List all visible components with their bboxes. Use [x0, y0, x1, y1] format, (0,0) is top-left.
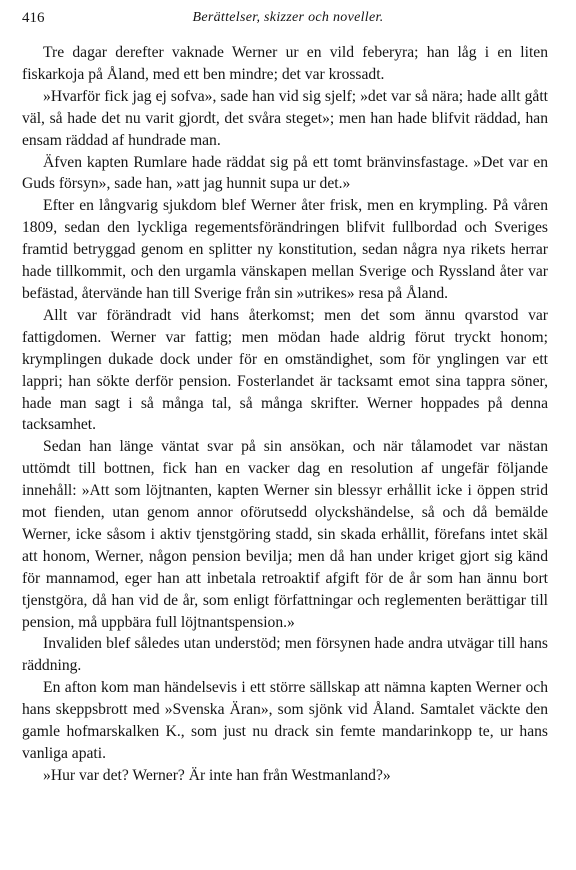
paragraph: Invaliden blef således utan understöd; men försynen hade andra utvägar till hans räddning. — [22, 635, 548, 675]
page-header — [22, 10, 554, 32]
paragraph: »Hur var det? Werner? Är inte han från Westmanland?» — [43, 766, 391, 784]
paragraph: Äfven kapten Rumlare hade räddat sig på ett tomt bränvinsfastage. »Det var en Guds försyn», sade han, »att jag hunnit supa ur det.» — [22, 153, 548, 193]
paragraph: Efter en långvarig sjukdom blef Werner åter frisk, men en krympling. På våren 1809, sedan den lyckliga regementsförändringen blifvit fullbordad och Sveriges framtid betryggad genom en splitter ny konstitution, sedan några nya rikets herrar hade tillkommit, och den urgamla vänskapen mellan Sverige och Ryssland åter var befästad, återvände han till Sverige från sin »utrikes» resa på Åland. — [22, 197, 548, 302]
body-text — [22, 42, 548, 787]
paragraph: Sedan han länge väntat svar på sin ansökan, och när tålamodet var nästan uttömdt till bottnen, fick han en vacker dag en resolution af ungefär följande innehåll: »Att som löjtnanten, kapten Werner sin blessyr erhållit icke i öppen strid mot fienden, utan genom annor oförutsedd olyckshändelse, så och då bemälde Werner, icke såsom i aktiv tjenstgöring stadd, sin skada erhållit, förefans intet skäl att honom, Werner, någon pension bevilja; men då han under kriget gjort sig känd för mannamod, eger han att inbetala retroaktif afgift för de år som han ännu bort tjenstgöra, då han vid de år, som enligt författningar och reglementen berättigar till pension, må uppbära full löjtnantspension.» — [22, 438, 548, 631]
running-title: Berättelser, skizzer och noveller. — [192, 10, 384, 25]
paragraph: Allt var förändradt vid hans återkomst; men det som ännu qvarstod var fattigdomen. Werner var fattig; men mödan hade aldrig förut tryckt honom; krymplingen dukade dock under för en omständighet, som för ynglingen var ett lappri; han sökte derför pension. Fosterlandet är tacksamt emot sina tappra söner, hade man sagt i så många tal, så många skrifter. Werner hoppades på denna tacksamhet. — [22, 306, 548, 434]
paragraph: En afton kom man händelsevis i ett större sällskap att nämna kapten Werner och hans skeppsbrott med »Svenska Äran», som sjönk vid Åland. Samtalet väckte den gamle hofmarskalken K., som just nu drack sin femte mandarinkopp te, ur hans vanliga apati. — [22, 679, 548, 762]
page-number: 416 — [22, 10, 45, 26]
paragraph: Tre dagar derefter vaknade Werner ur en vild feberyra; han låg i en liten fiskarkoja på Åland, med ett ben mindre; det var krossadt. — [22, 44, 548, 83]
paragraph: »Hvarför fick jag ej sofva», sade han vid sig sjelf; »det var så nära; hade allt gått väl, så hade det nu varit gjordt, det svåra steget»; men han hade blifvit räddad, han ensam räddad af hundrade man. — [22, 87, 548, 149]
